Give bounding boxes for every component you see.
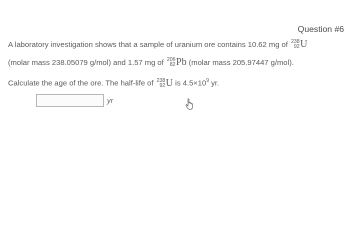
element-symbol: U — [165, 77, 174, 89]
atomic-number: 92 — [159, 82, 166, 89]
uranium-238-notation — [291, 40, 307, 50]
problem-text-2a: (molar mass 238.05079 g/mol) and 1.57 mg of — [8, 58, 164, 67]
problem-text-3: Calculate the age of the ore. The half-life of — [8, 78, 154, 88]
uranium-238-notation — [157, 79, 173, 89]
problem-line-2 — [8, 58, 346, 68]
element-symbol: Pb — [176, 57, 187, 68]
question-number: Question #6 — [297, 24, 344, 34]
lead-206-notation — [167, 58, 187, 68]
problem-line-1 — [8, 40, 346, 50]
atomic-number: 92 — [293, 44, 300, 50]
atomic-number: 82 — [169, 62, 176, 68]
answer-input[interactable] — [36, 94, 104, 107]
problem-text-1: A laboratory investigation shows that a sample of uranium ore contains 10.62 mg of — [8, 40, 288, 49]
mass-number: 206 — [166, 57, 176, 63]
half-life-value: is 4.5×10 — [175, 78, 207, 88]
element-symbol: U — [300, 39, 308, 50]
pointer-hand-icon — [185, 98, 195, 110]
half-life-unit: yr. — [211, 78, 220, 88]
problem-line-3 — [8, 76, 346, 89]
mass-number: 238 — [156, 77, 166, 84]
problem-text-2b: (molar mass 205.97447 g/mol). — [188, 58, 294, 67]
half-life-exponent: 9 — [206, 78, 209, 84]
answer-row — [36, 94, 113, 107]
answer-unit: yr — [107, 96, 114, 105]
mass-number: 238 — [291, 39, 300, 45]
